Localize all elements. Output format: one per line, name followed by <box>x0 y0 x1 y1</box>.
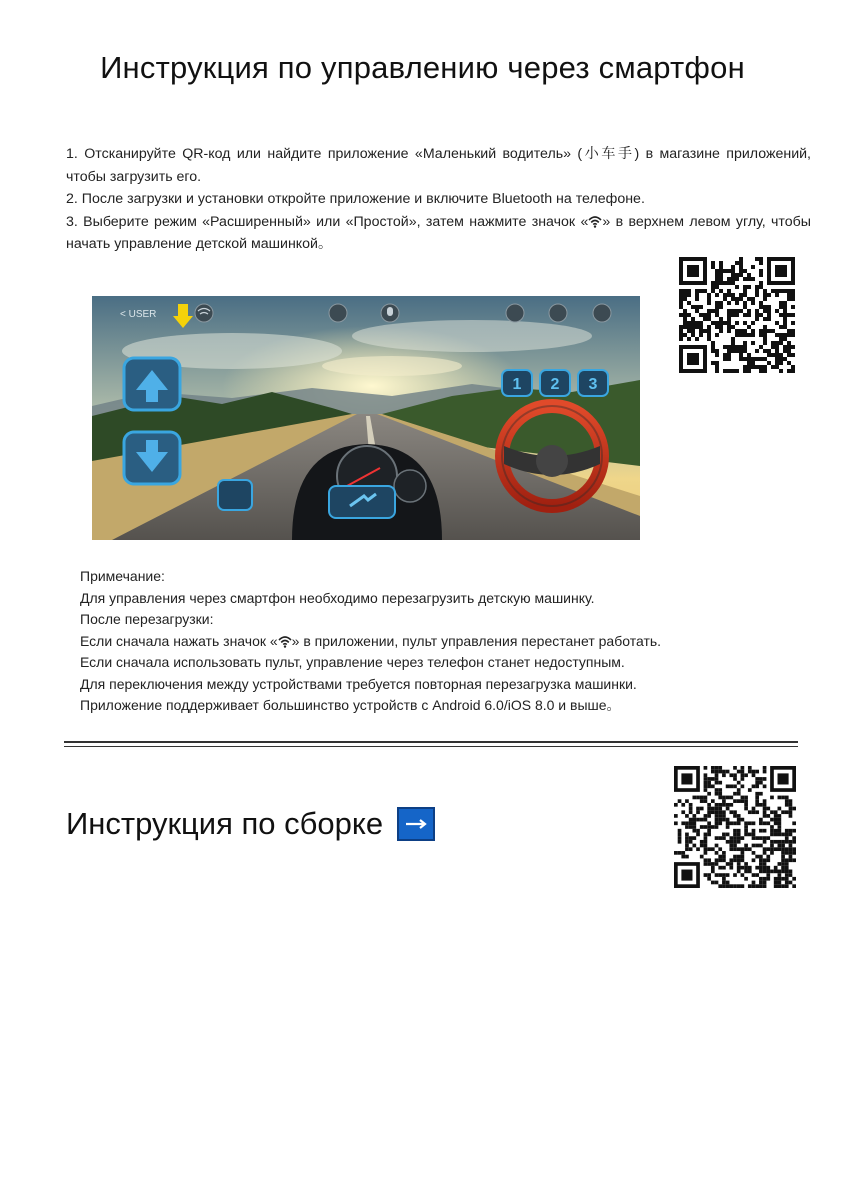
qr-code-assembly <box>674 766 796 888</box>
arrow-right-icon <box>397 807 435 841</box>
notes-line-4: Если сначала использовать пульт, управление через телефон станет недоступным. <box>80 654 625 670</box>
step-2: 2. После загрузки и установки откройте приложение и включите Bluetooth на телефоне. <box>66 191 645 207</box>
section-divider-thin <box>64 746 798 747</box>
assembly-title: Инструкция по сборке <box>66 806 384 841</box>
wifi-icon <box>588 215 602 228</box>
app-screenshot <box>92 296 640 540</box>
gear-2-label: 2 <box>550 376 560 393</box>
back-label: < USER <box>120 309 157 320</box>
instruction-steps <box>66 143 811 256</box>
gear-1-label: 1 <box>512 376 522 393</box>
notes-line-3 <box>80 631 780 653</box>
qr-code-icon <box>674 766 796 888</box>
section-divider <box>64 741 798 743</box>
step-3 <box>66 211 811 256</box>
assembly-heading <box>66 806 435 842</box>
notes-line-6: Приложение поддерживает большинство устройств с Android 6.0/iOS 8.0 и выше。 <box>80 697 621 713</box>
notes-block <box>80 566 780 717</box>
page-title: Инструкция по управлению через смартфон <box>100 50 745 85</box>
notes-line-3-b: » в приложении, пульт управления перестанет работать. <box>291 632 662 649</box>
step-3-text-b: » в верхнем левом углу, чтобы начать управление детской машинкой。 <box>66 213 811 252</box>
notes-line-2: После перезагрузки: <box>80 611 214 627</box>
notes-line-5: Для переключения между устройствами требуется повторная перезагрузка машинки. <box>80 675 637 692</box>
notes-heading: Примечание: <box>80 568 165 584</box>
step-1: 1. Отсканируйте QR-код или найдите приложение «Маленький водитель» (小车手) в магазине приложений, чтобы загрузить его. <box>66 146 811 185</box>
step-3-text-a: 3. Выберите режим «Расширенный» или «Простой», затем нажмите значок « <box>66 213 589 230</box>
app-screenshot-image <box>92 296 640 540</box>
wifi-icon <box>278 635 292 648</box>
notes-line-1: Для управления через смартфон необходимо перезагрузить детскую машинку. <box>80 589 595 606</box>
qr-code-icon <box>679 257 795 373</box>
notes-line-3-a: Если сначала нажать значок « <box>80 632 278 649</box>
qr-code-app <box>679 257 795 373</box>
gear-3-label: 3 <box>588 376 598 393</box>
